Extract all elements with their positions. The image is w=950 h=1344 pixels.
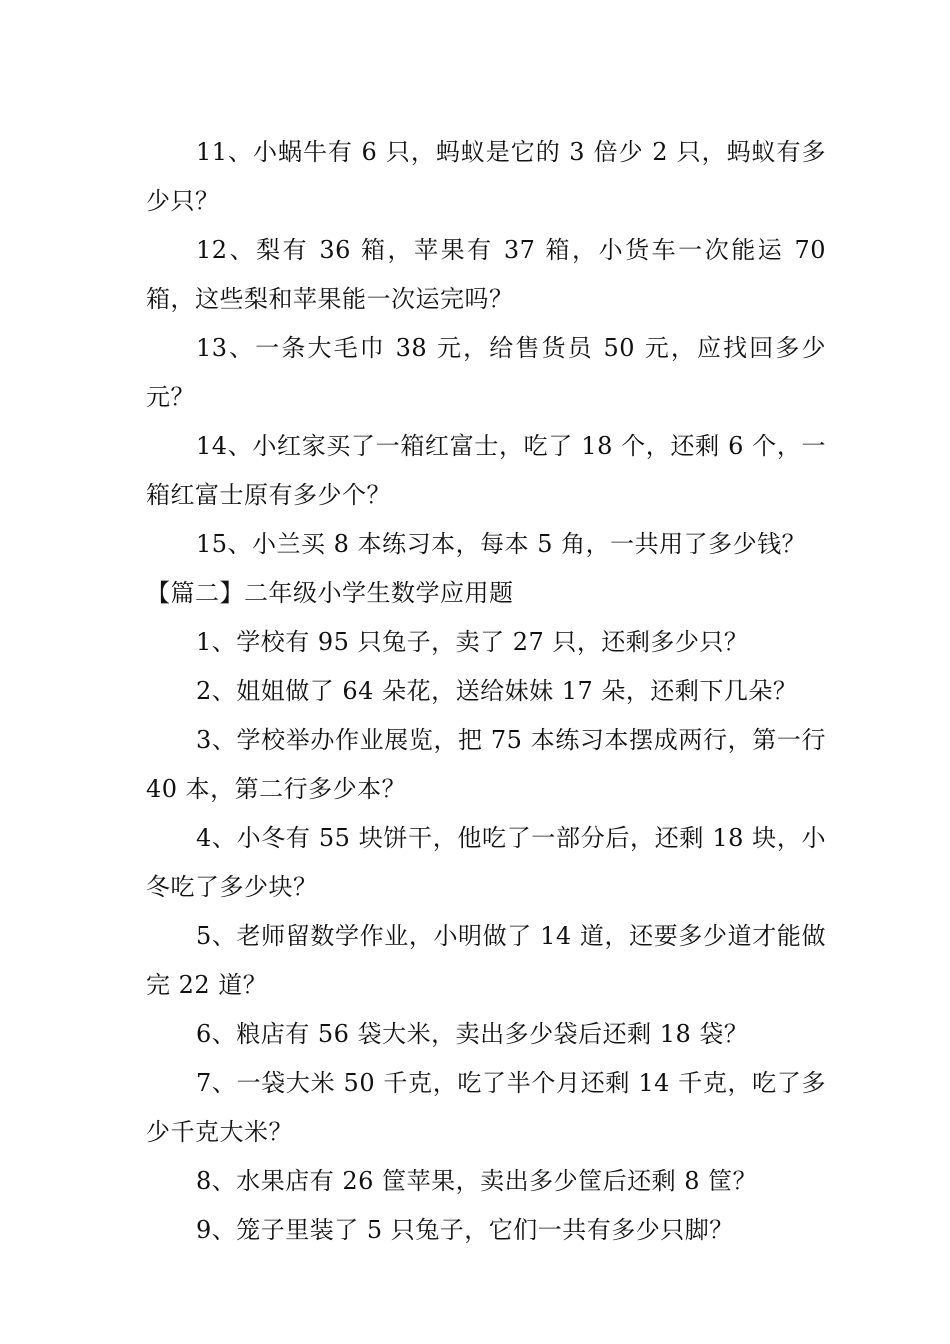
- document-body: [146, 128, 826, 1255]
- question-15: 15、小兰买 8 本练习本，每本 5 角，一共用了多少钱？: [196, 530, 807, 558]
- question-13: 13、一条大毛巾 38 元，给售货员 50 元，应找回多少元？: [146, 334, 826, 411]
- question-11: 11、小蜗牛有 6 只，蚂蚁是它的 3 倍少 2 只，蚂蚁有多少只？: [146, 138, 826, 215]
- section-heading: 【篇二】二年级小学生数学应用题: [146, 579, 514, 607]
- question-8: 8、水果店有 26 筐苹果，卖出多少筐后还剩 8 筐？: [196, 1167, 758, 1195]
- question-14: 14、小红家买了一箱红富士，吃了 18 个，还剩 6 个，一箱红富士原有多少个？: [146, 432, 826, 509]
- question-2: 2、姐姐做了 64 朵花，送给妹妹 17 朵，还剩下几朵？: [196, 677, 798, 705]
- question-6: 6、粮店有 56 袋大米，卖出多少袋后还剩 18 袋？: [196, 1020, 749, 1048]
- question-5: 5、老师留数学作业，小明做了 14 道，还要多少道才能做完 22 道？: [146, 922, 826, 999]
- question-4: 4、小冬有 55 块饼干，他吃了一部分后，还剩 18 块，小冬吃了多少块？: [146, 824, 826, 901]
- question-7: 7、一袋大米 50 千克，吃了半个月还剩 14 千克，吃了多少千克大米？: [146, 1069, 826, 1146]
- question-1: 1、学校有 95 只兔子，卖了 27 只，还剩多少只？: [196, 628, 749, 656]
- question-9: 9、笼子里装了 5 只兔子，它们一共有多少只脚？: [196, 1216, 734, 1244]
- question-12: 12、梨有 36 箱，苹果有 37 箱，小货车一次能运 70 箱，这些梨和苹果能一次运完吗？: [146, 236, 826, 313]
- question-3: 3、学校举办作业展览，把 75 本练习本摆成两行，第一行 40 本，第二行多少本？: [146, 726, 826, 803]
